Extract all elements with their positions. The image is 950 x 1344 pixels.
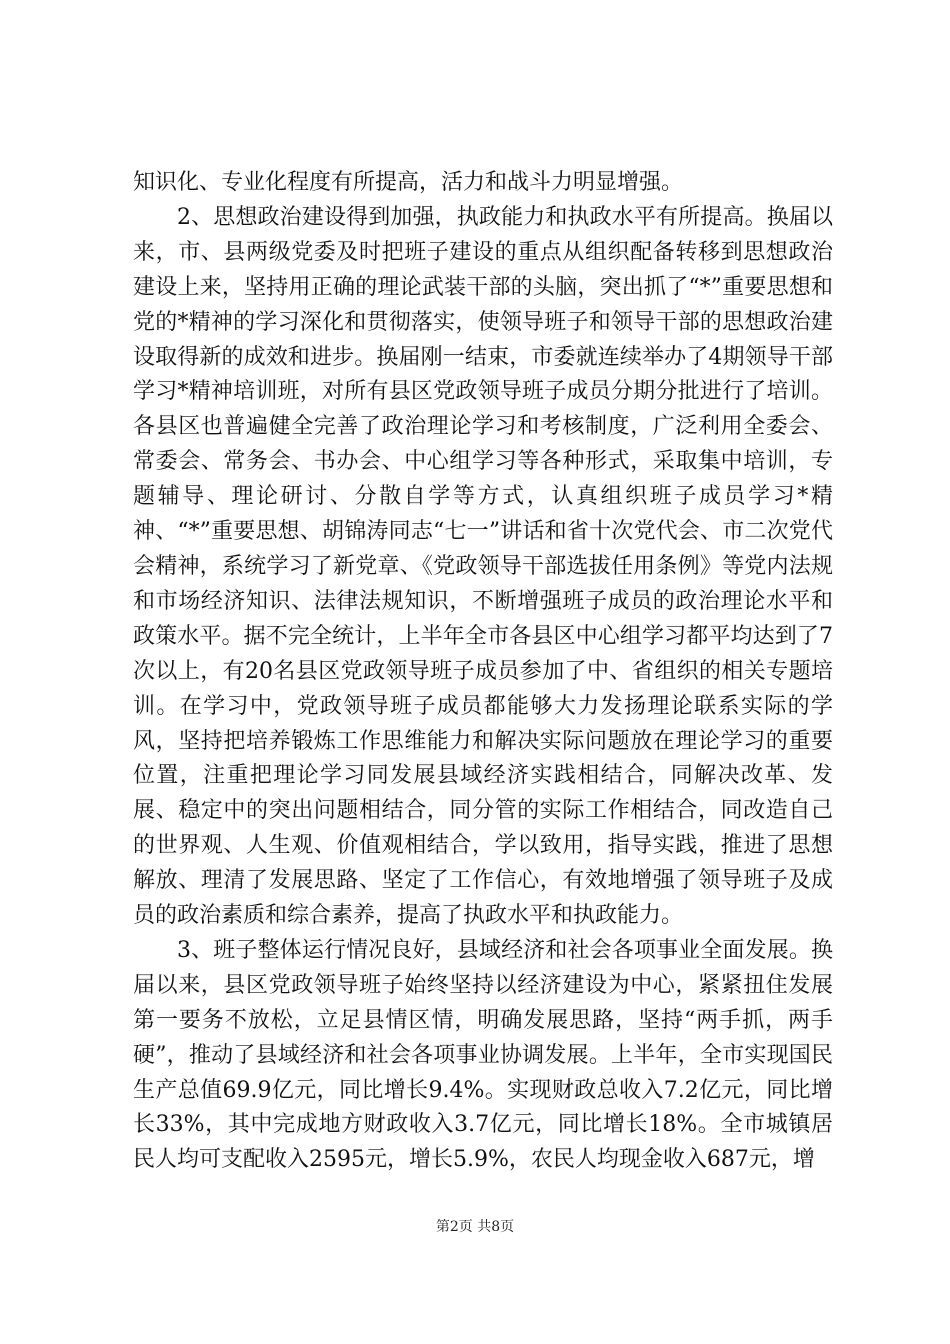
document-body — [133, 166, 833, 1178]
paragraph-continuation: 知识化、专业化程度有所提高，活力和战斗力明显增强。 — [133, 170, 684, 195]
paragraph-political-building: 2、思想政治建设得到加强，执政能力和执政水平有所提高。换届以来，市、县两级党委及时把班子建设的重点从组织配备转移到思想政治建设上来，坚持用正确的理论武装干部的头脑，突出抓了“*”重要思想和党的*精神的学习深化和贯彻落实，使领导班子和领导干部的思想政治建设取得新的成效和进步。换届刚一结束，市委就连续举办了4期领导干部学习*精神培训班，对所有县区党政领导班子成员分期分批进行了培训。各县区也普遍健全完善了政治理论学习和考核制度，广泛利用全委会、常委会、常务会、书办会、中心组学习等各种形式，采取集中培训，专题辅导、理论研讨、分散自学等方式，认真组织班子成员学习*精神、“*”重要思想、胡锦涛同志“七一”讲话和省十次党代会、市二次党代会精神，系统学习了新党章、《党政领导干部选拔任用条例》等党内法规和市场经济知识、法律法规知识，不断增强班子成员的政治理论水平和政策水平。据不完全统计，上半年全市各县区中心组学习都平均达到了7次以上，有20名县区党政领导班子成员参加了中、省组织的相关专题培训。在学习中，党政领导班子成员都能够大力发扬理论联系实际的学风，坚持把培养锻炼工作思维能力和解决实际问题放在理论学习的重要位置，注重把理论学习同发展县域经济实践相结合，同解决改革、发展、稳定中的突出问题相结合，同分管的实际工作相结合，同改造自己的世界观、人生观、价值观相结合，学以致用，指导实践，推进了思想解放、理清了发展思路、坚定了工作信心，有效地增强了领导班子及成员的政治素质和综合素养，提高了执政水平和执政能力。 — [133, 204, 833, 929]
page-number-footer: 第2页 共8页 — [435, 1219, 515, 1235]
paragraph-economic-development: 3、班子整体运行情况良好，县域经济和社会各项事业全面发展。换届以来，县区党政领导班子始终坚持以经济建设为中心，紧紧扭住发展第一要务不放松，立足县情区情，明确发展思路，坚持“两手抓，两手硬”，推动了县域经济和社会各项事业协调发展。上半年，全市实现国民生产总值69.9亿元，同比增长9.4%。实现财政总收入7.2亿元，同比增长33%，其中完成地方财政收入3.7亿元，同比增长18%。全市城镇居民人均可支配收入2595元，增长5.9%，农民人均现金收入687元，增 — [133, 937, 833, 1173]
